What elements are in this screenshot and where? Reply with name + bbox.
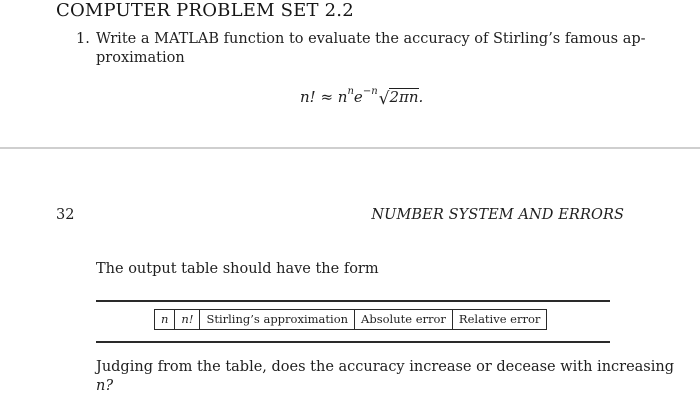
- question-line-1: Judging from the table, does the accuracy increase or decease with increasing: [96, 359, 675, 375]
- formula-lhs: n! ≈ n: [300, 88, 348, 106]
- header-absolute-error: Absolute error: [355, 310, 453, 330]
- problem-text-line-2: proximation: [96, 50, 185, 66]
- formula-exponent-neg-n: −n: [362, 86, 378, 97]
- stirling-formula: [300, 88, 423, 109]
- question-line-2: n?: [96, 378, 114, 394]
- header-n-factorial: n!: [175, 310, 200, 330]
- table-top-rule: [96, 300, 610, 302]
- problem-set-title: COMPUTER PROBLEM SET 2.2: [56, 0, 354, 21]
- problem-text-line-1: Write a MATLAB function to evaluate the accuracy of Stirling’s famous ap-: [96, 31, 646, 47]
- output-intro-text: The output table should have the form: [96, 261, 379, 277]
- header-relative-error: Relative error: [452, 310, 546, 330]
- table-bottom-rule: [96, 341, 610, 343]
- formula-radicand: 2πn: [389, 88, 419, 106]
- formula-exponent-n: n: [347, 86, 354, 97]
- table-header-row: [155, 310, 547, 330]
- page-divider: [0, 147, 700, 149]
- square-root-icon: √: [378, 89, 390, 109]
- formula-e: e: [353, 88, 363, 106]
- formula-period: .: [418, 88, 424, 106]
- running-head: NUMBER SYSTEM AND ERRORS: [371, 207, 624, 223]
- header-stirling-approximation: Stirling’s approximation: [200, 310, 355, 330]
- page-number: 32: [56, 207, 75, 223]
- output-table-header: [154, 309, 547, 330]
- problem-number: 1.: [76, 31, 90, 47]
- header-n: n: [155, 310, 175, 330]
